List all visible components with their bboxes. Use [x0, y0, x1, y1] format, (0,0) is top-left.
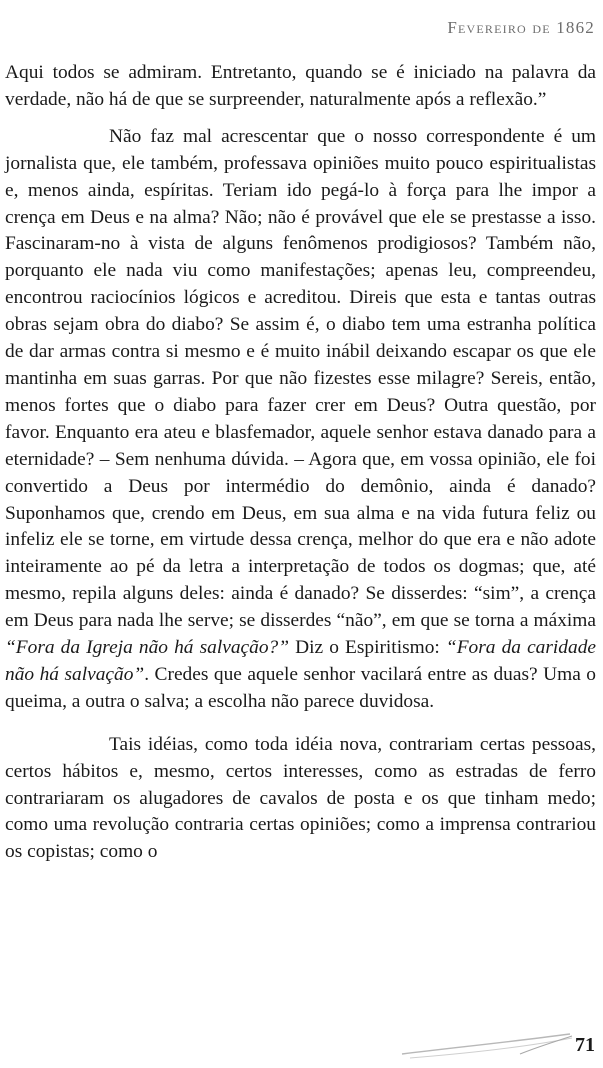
- running-header: Fevereiro de 1862: [447, 18, 595, 37]
- paragraph-1: Aqui todos se admiram. Entretanto, quando se é iniciado na palavra da verdade, não há de que se surpreender, naturalmente após a reflexão.”: [5, 62, 596, 110]
- quote-fora-da-caridade: “Fora da caridade não há salvação”: [5, 637, 596, 685]
- paragraph-2-text-a: Não faz mal acrescentar que o nosso correspondente é um jornalista que, ele também, professava opiniões muito pouco espiritualistas e, menos ainda, espíritas. Teriam ido pegá-lo à força para lhe impor a crença em Deus e na alma? Não; não é provável que ele se prestasse a isso. Fascinaram-no à vista de alguns fenômenos prodigiosos? Também não, porquanto ele nada viu como manifestações; apenas leu, compreendeu, encontrou raciocínios lógicos e acreditou. Direis que esta e tantas outras obras sejam obra do diabo? Se assim é, o diabo tem uma estranha política de dar armas contra si mesmo e é muito inábil deixando escapar os que ele mantinha em suas garras. Por que não fizestes esse milagre? Sereis, então, menos fortes que o diabo para fazer crer em Deus? Outra questão, por favor. Enquanto era ateu e blasfemador, aquele senhor estava danado para a eternidade? – Sem nenhuma dúvida. – Agora que, em vossa opinião, ele foi convertido a Deus por intermédio do demônio, ainda é danado? Suponhamos que, crendo em Deus, em sua alma e na vida futura feliz ou infeliz ele se torne, em virtude dessa crença, melhor do que era e não adote inteiramente ao pé da letra a interpretação de todos os dogmas; que, até mesmo, repila alguns deles: ainda é danado? Se disserdes: “sim”, a crença em Deus para nada lhe serve; se disserdes “não”, em que se torna a máxima: [5, 125, 596, 632]
- paragraph-3: Tais idéias, como toda idéia nova, contrariam certas pessoas, certos hábitos e, mesmo, certos interesses, como as estradas de ferro contrariaram os alugadores de cavalos de posta e os que tinham medo; como uma revolução contraria certas opiniões; como a imprensa contrariou os copistas; como o: [5, 733, 596, 863]
- footer-swoosh-ornament: [400, 1024, 575, 1064]
- page-number: 71: [575, 1034, 595, 1056]
- paragraph-2-text-c: . Credes que aquele senhor vacilará entre as duas? Uma o queima, a outra o salva; a escolha não parece duvidosa.: [5, 663, 596, 712]
- quote-fora-da-igreja: “Fora da Igreja não há salvação?”: [5, 637, 289, 659]
- paragraph-2-text-b: Diz o Espiritismo:: [295, 637, 440, 659]
- page-body: [5, 60, 596, 866]
- paragraph-2: [5, 124, 596, 716]
